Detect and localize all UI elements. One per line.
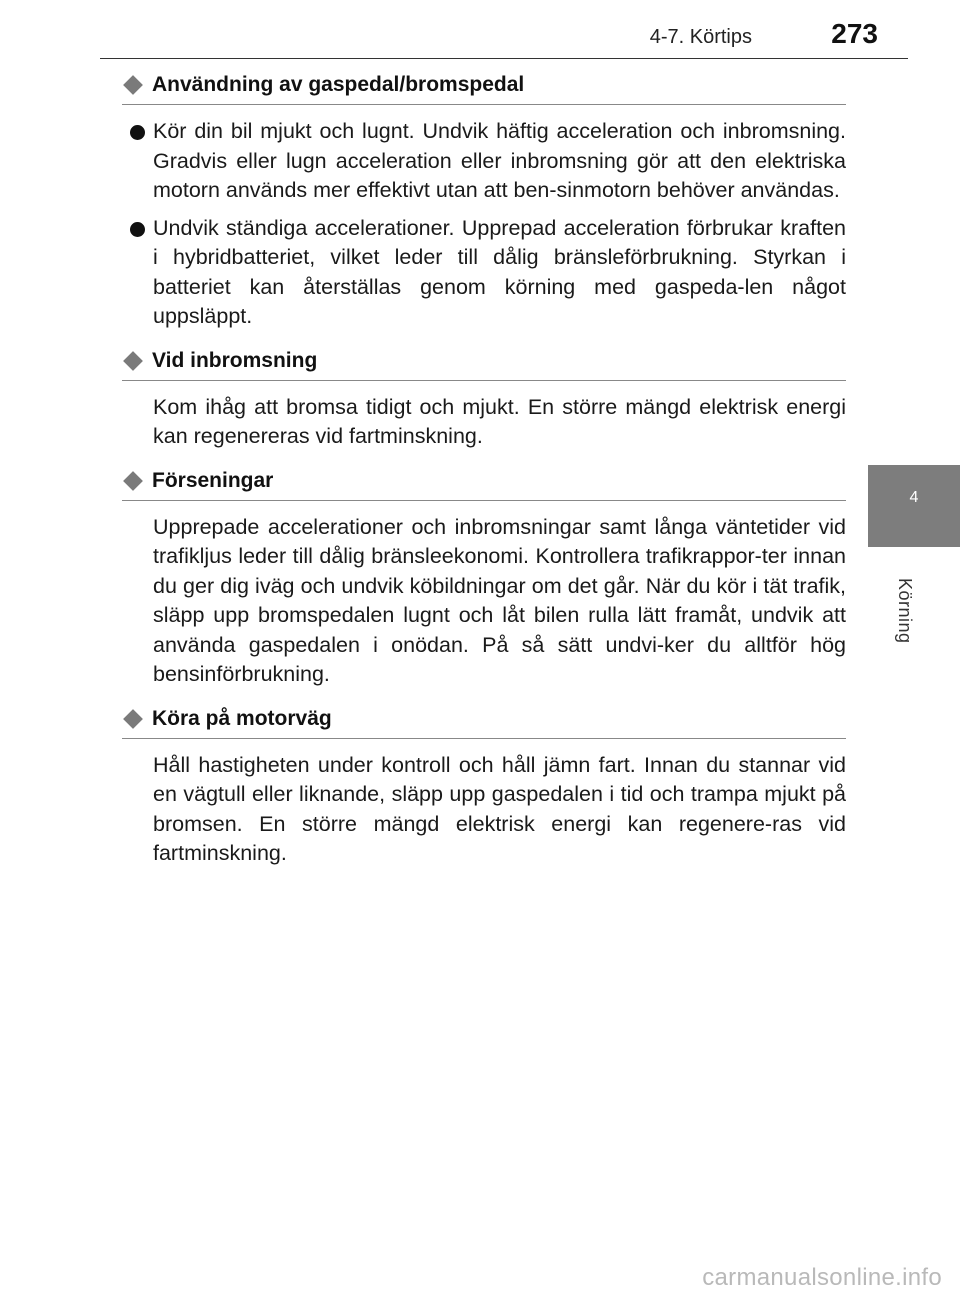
bullet-list: [122, 117, 846, 332]
chapter-tab[interactable]: [868, 465, 960, 547]
section-title: Vid inbromsning: [152, 348, 318, 372]
list-item: [122, 117, 846, 206]
section-paragraph: Upprepade accelerationer och inbromsningar samt långa väntetider vid trafikljus leder till dålig bränsleekonomi. Kontrollera trafikrappor-ter innan du ger dig iväg och undvik köbildningar om det går. När du kör i tät trafik, släpp upp bromspedalen lugnt och låt bilen rulla lätt framåt, undvik att använda gaspedalen i onödan. På så sätt undvi-ker du alltför hög bensinförbrukning.: [153, 514, 846, 686]
chapter-number: 4: [909, 489, 919, 506]
section-title: Köra på motorväg: [152, 706, 332, 730]
watermark: carmanualsonline.info: [702, 1264, 942, 1291]
section-pedal-use: [122, 70, 846, 332]
section-heading: [122, 704, 846, 739]
bullet-text: Undvik ständiga accelerationer. Upprepad acceleration förbrukar kraften i hybridbatteriet, vilket leder till dålig bränsleförbrukning. Styrkan i batteriet kan återställas genom körning med gaspeda-len något uppsläppt.: [153, 215, 846, 328]
section-heading: [122, 70, 846, 105]
circle-bullet-icon: [130, 222, 145, 237]
circle-bullet-icon: [130, 125, 145, 140]
section-delays: [122, 466, 846, 690]
diamond-bullet-icon: [123, 75, 143, 95]
section-braking: [122, 346, 846, 452]
page-header: [0, 0, 960, 60]
page-content: [122, 70, 846, 883]
diamond-bullet-icon: [123, 351, 143, 371]
section-highway: [122, 704, 846, 869]
diamond-bullet-icon: [123, 709, 143, 729]
section-paragraph: Kom ihåg att bromsa tidigt och mjukt. En större mängd elektrisk energi kan regenereras vid fartminskning.: [153, 394, 846, 448]
section-title: Förseningar: [152, 468, 274, 492]
page-number: 273: [831, 18, 878, 49]
header-divider: [100, 58, 908, 59]
chapter-name: Körning: [895, 578, 915, 644]
section-heading: [122, 346, 846, 381]
section-label: 4-7. Körtips: [649, 26, 752, 48]
section-heading: [122, 466, 846, 501]
bullet-text: Kör din bil mjukt och lugnt. Undvik häftig acceleration och inbromsning. Gradvis eller lugn acceleration eller inbromsning gör att den elektriska motorn används mer effektivt utan att ben-sinmotorn behöver användas.: [153, 119, 846, 202]
diamond-bullet-icon: [123, 471, 143, 491]
section-title: Användning av gaspedal/bromspedal: [152, 73, 525, 96]
section-paragraph: Håll hastigheten under kontroll och håll jämn fart. Innan du stannar vid en vägtull eller liknande, släpp upp gaspedalen i tid och trampa mjukt på bromsen. En större mängd elektrisk energi kan regenere-ras vid fartminskning.: [153, 752, 846, 865]
list-item: [122, 214, 846, 332]
